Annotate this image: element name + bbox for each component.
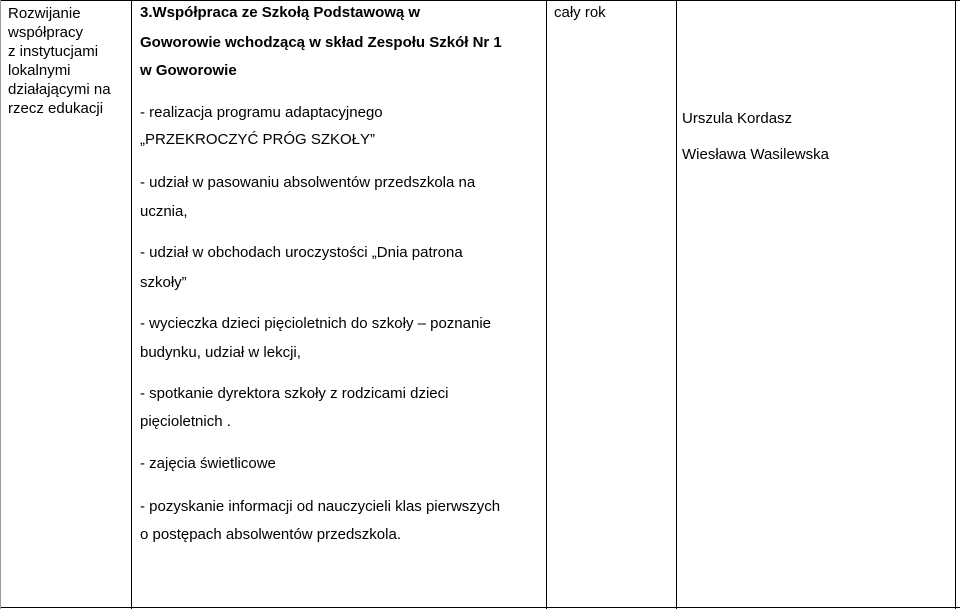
task-item: - pozyskanie informacji od nauczycieli klas pierwszych: [140, 498, 501, 515]
area-line: z instytucjami: [8, 43, 99, 60]
task-item: - realizacja programu adaptacyjnego: [140, 104, 383, 121]
task-item: - zajęcia świetlicowe: [140, 455, 276, 472]
task-item: szkoły”: [140, 274, 187, 291]
task-item: - udział w pasowaniu absolwentów przedszkola na: [140, 174, 476, 191]
table-right-border: [955, 0, 956, 609]
column-divider-2: [546, 0, 547, 609]
area-cell: [8, 4, 128, 118]
task-heading-line: Goworowie wchodzącą w skład Zespołu Szkół Nr 1: [140, 34, 502, 51]
task-item: budynku, udział w lekcji,: [140, 344, 301, 361]
responsible-person: Urszula Kordasz: [682, 110, 793, 127]
term-cell: cały rok: [554, 4, 606, 21]
table-left-border: [0, 0, 1, 609]
task-heading-line: 3.Współpraca ze Szkołą Podstawową w: [140, 4, 421, 21]
task-item: - spotkanie dyrektora szkoły z rodzicami dzieci: [140, 385, 449, 402]
task-item: pięcioletnich .: [140, 413, 231, 430]
area-line: współpracy: [8, 24, 84, 41]
task-item: o postępach absolwentów przedszkola.: [140, 526, 401, 543]
column-divider-1: [131, 0, 132, 609]
task-item: - wycieczka dzieci pięcioletnich do szkoły – poznanie: [140, 315, 492, 332]
table-bottom-border: [0, 607, 960, 608]
area-line: działającymi na: [8, 81, 111, 98]
responsible-person: Wiesława Wasilewska: [682, 146, 829, 163]
area-line: Rozwijanie: [8, 5, 81, 22]
task-heading-line: w Goworowie: [140, 62, 237, 79]
column-divider-3: [676, 0, 677, 609]
area-line: lokalnymi: [8, 62, 71, 79]
table-top-border: [0, 0, 960, 1]
task-item: ucznia,: [140, 203, 188, 220]
area-line: rzecz edukacji: [8, 100, 104, 117]
task-item: - udział w obchodach uroczystości „Dnia patrona: [140, 244, 463, 261]
task-item: „PRZEKROCZYĆ PRÓG SZKOŁY”: [140, 131, 376, 148]
